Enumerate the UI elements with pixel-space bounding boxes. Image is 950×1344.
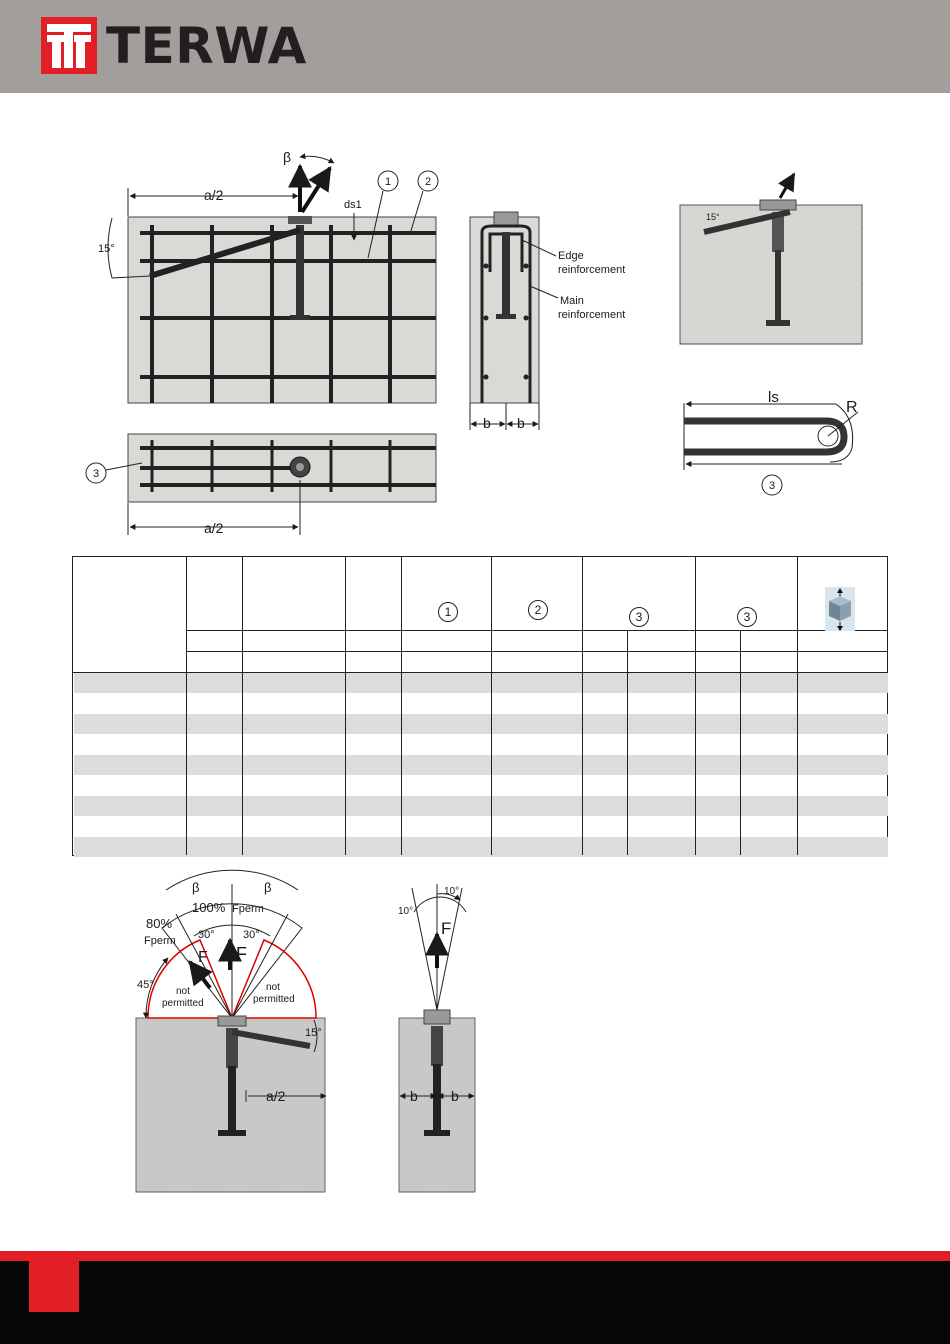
not-label-right: not — [266, 982, 280, 993]
b-label-2: b — [517, 415, 525, 431]
top-figures — [0, 0, 950, 550]
permitted-label-right: permitted — [253, 994, 295, 1005]
pct80-label: 80% — [146, 916, 173, 931]
ls-label: ls — [768, 389, 779, 406]
beta-label: β — [283, 149, 292, 165]
main-reinf-label-1: Main — [560, 295, 584, 307]
deg10-label-1: 10° — [444, 886, 460, 897]
beta-right-label: β — [264, 880, 272, 895]
pct100-label: 100% — [192, 900, 226, 915]
f-label-side: F — [441, 919, 452, 938]
brand-name: TERWA — [106, 17, 307, 75]
footer-tab — [29, 1261, 79, 1312]
r-label: R — [846, 399, 858, 416]
fperm-label-1: Fperm — [232, 903, 264, 915]
table-callout-3b: 3 — [737, 607, 757, 627]
bottom-figures — [0, 870, 950, 1250]
a-half-label-plan: a/2 — [204, 520, 224, 536]
permitted-label-left: permitted — [162, 998, 204, 1009]
table-row — [74, 673, 888, 693]
callout-3-plan: 3 — [93, 468, 100, 480]
beta-left-label: β — [192, 880, 200, 895]
deg15-label: 15° — [305, 1027, 322, 1039]
table-row — [74, 837, 888, 857]
deg45-label: 45° — [137, 979, 154, 991]
angle-15-label: 15° — [98, 243, 115, 255]
table-callout-1: 1 — [438, 602, 458, 622]
edge-reinf-label-1: Edge — [558, 250, 584, 262]
b-label-1: b — [483, 415, 491, 431]
dimension-table — [72, 556, 888, 856]
not-label-left: not — [176, 986, 190, 997]
a-half-bottom-label: a/2 — [266, 1088, 286, 1104]
f-label-2: F — [198, 949, 208, 966]
b-label-side-1: b — [410, 1088, 418, 1104]
table-callout-3a: 3 — [629, 607, 649, 627]
f-label-1: F — [236, 944, 247, 964]
page-footer — [0, 1261, 950, 1344]
callout-3-detail: 3 — [769, 480, 776, 492]
b-label-side-2: b — [451, 1088, 459, 1104]
table-row — [74, 714, 888, 734]
table-row — [74, 796, 888, 816]
cube-load-icon — [825, 587, 855, 631]
edge-reinf-label-2: reinforcement — [558, 264, 626, 276]
ds1-label: ds1 — [344, 199, 362, 211]
small-15-label: 15° — [706, 212, 720, 222]
callout-1: 1 — [385, 176, 392, 188]
main-reinf-label-2: reinforcement — [558, 309, 626, 321]
deg10-label-2: 10° — [398, 906, 414, 917]
footer-accent-bar — [0, 1251, 950, 1261]
callout-2: 2 — [425, 176, 432, 188]
table-row — [74, 755, 888, 775]
fperm-label-2: Fperm — [144, 935, 176, 947]
deg30-right-label: 30° — [243, 929, 260, 941]
deg30-left-label: 30° — [198, 929, 215, 941]
table-callout-2: 2 — [528, 600, 548, 620]
a-half-label: a/2 — [204, 187, 224, 203]
